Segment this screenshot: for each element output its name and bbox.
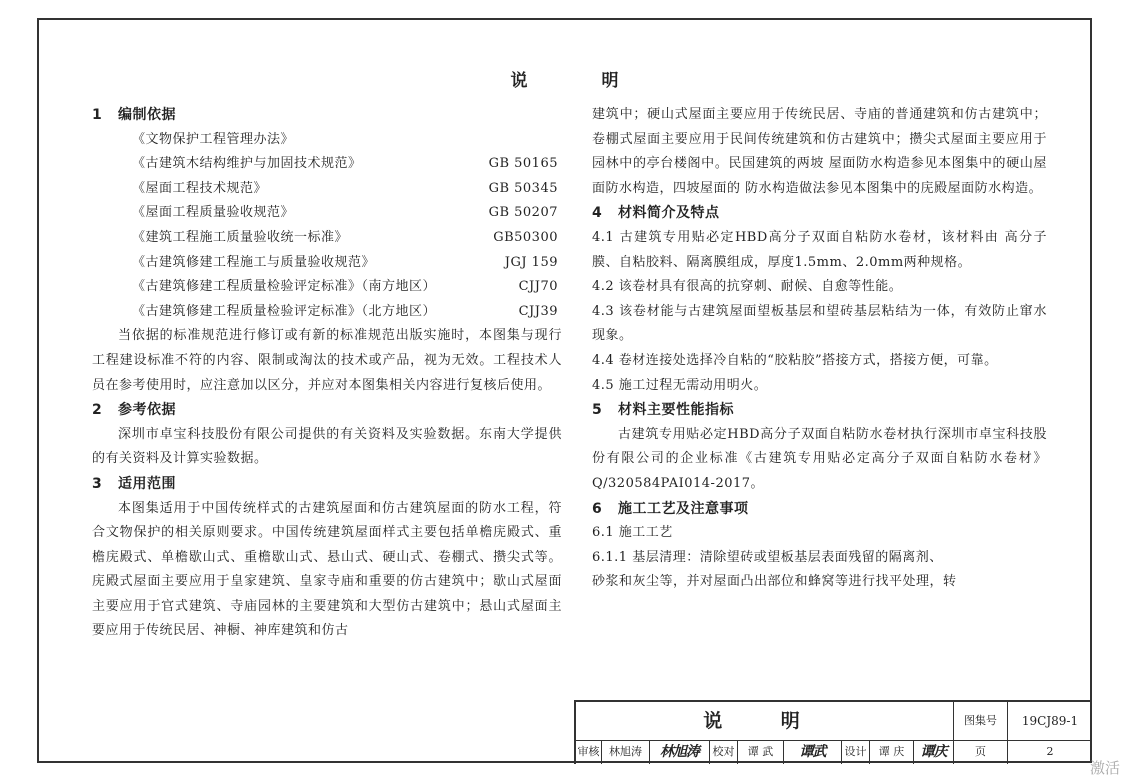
reference-name: 《古建筑木结构维护与加固技术规范》 xyxy=(132,156,362,172)
section-title: 材料简介及特点 xyxy=(618,205,720,222)
section-number: 1 xyxy=(92,107,103,123)
section-heading-3 xyxy=(92,472,562,497)
reference-name: 《屋面工程技术规范》 xyxy=(132,180,268,196)
reference-code: CJJ39 xyxy=(518,303,558,319)
reference-item xyxy=(92,152,562,177)
title-block-row-top xyxy=(576,702,1092,741)
paragraph: 深圳市卓宝科技股份有限公司提供的有关资料及实验数据。东南大学提供的有关资料及计算实验数据。 xyxy=(92,426,562,467)
reference-item xyxy=(92,251,562,276)
section-heading-5 xyxy=(592,398,1047,423)
reference-code: JGJ 159 xyxy=(504,254,558,270)
page-number: 2 xyxy=(1046,745,1054,758)
reference-name: 《古建筑修建工程质量检验评定标准》（南方地区） xyxy=(132,279,437,295)
paragraph: 当依据的标准规范进行修订或有新的标准规范出版实施时，本图集与现行工程建设标准不符的内容、限制或淘汰的技术或产品，视为无效。工程技术人员在参考使用时，应注意加以区分，并应对本图集相关内容进行复核后使用。 xyxy=(92,328,562,393)
section-heading-6 xyxy=(592,497,1047,522)
section-title: 参考依据 xyxy=(118,402,176,419)
reference-code: GB50300 xyxy=(493,229,558,245)
reference-item xyxy=(92,300,562,325)
reference-item xyxy=(92,201,562,226)
check-name: 谭 武 xyxy=(738,740,784,764)
reference-item xyxy=(92,226,562,251)
section-title: 材料主要性能指标 xyxy=(618,402,734,419)
review-signature: 林旭涛 xyxy=(650,740,710,764)
reference-name: 《建筑工程施工质量验收统一标准》 xyxy=(132,229,349,245)
review-label: 审核 xyxy=(576,740,602,764)
reference-code: GB 50345 xyxy=(488,180,558,196)
title-block-row-bottom xyxy=(576,740,1092,764)
reference-code xyxy=(558,128,562,153)
reference-code: GB 50207 xyxy=(488,205,558,221)
reference-name: 《文物保护工程管理办法》 xyxy=(132,131,295,147)
title-block xyxy=(574,700,1092,764)
section-title: 适用范围 xyxy=(118,475,176,492)
list-item: 4.3 该卷材能与古建筑屋面望板基层和望砖基层粘结为一体，有效防止窜水现象。 xyxy=(592,303,1047,344)
drawing-sheet xyxy=(37,18,1092,763)
design-name: 谭 庆 xyxy=(870,740,914,764)
section-number: 6 xyxy=(592,500,603,517)
check-signature: 谭武 xyxy=(784,740,842,764)
list-item: 4.1 古建筑专用贴必定HBD高分子双面自粘防水卷材，该材料由 高分子膜、自粘胶料、隔离膜组成，厚度1.5mm、2.0mm两种规格。 xyxy=(592,229,1047,270)
reference-name: 《屋面工程质量验收规范》 xyxy=(132,205,295,221)
section-heading-2 xyxy=(92,398,562,423)
reference-name: 《古建筑修建工程施工与质量验收规范》 xyxy=(132,254,376,270)
activation-watermark: 激活 xyxy=(1089,759,1120,777)
list-item: 4.2 该卷材具有很高的抗穿刺、耐候、自愈等性能。 xyxy=(592,279,903,295)
list-item: 4.5 施工过程无需动用明火。 xyxy=(592,377,768,393)
section-number: 2 xyxy=(92,402,103,419)
section-title: 施工工艺及注意事项 xyxy=(618,500,749,517)
subsection-title: 6.1 施工工艺 xyxy=(592,525,673,541)
section-title: 编制依据 xyxy=(118,107,176,123)
reference-list xyxy=(92,128,562,325)
left-column xyxy=(92,103,562,644)
design-label: 设计 xyxy=(842,740,870,764)
reference-code: GB 50165 xyxy=(488,156,558,172)
reference-name: 《古建筑修建工程质量检验评定标准》（北方地区） xyxy=(132,303,437,319)
design-signature: 谭庆 xyxy=(914,740,954,764)
paragraph: 本图集适用于中国传统样式的古建筑屋面和仿古建筑屋面的防水工程，符合文物保护的相关原则要求。中国传统建筑屋面样式主要包括单檐庑殿式、重檐庑殿式、单檐歇山式、重檐歇山式、悬山式、硬山式、卷棚式、攒尖式等。庑殿式屋面主要应用于皇家建筑、皇家寺庙和重要的仿古建筑中；歇山式屋面主要应用于官式建筑、寺庙园林的主要建筑和大型仿古建筑中；悬山式屋面主要应用于传统民居、神橱、神库建筑和仿古 xyxy=(92,500,562,639)
list-item: 6.1.1 基层清理：清除望砖或望板基层表面残留的隔离剂、 xyxy=(592,549,943,565)
reference-code: CJJ70 xyxy=(518,279,558,295)
review-name: 林旭涛 xyxy=(602,740,650,764)
page-label: 页 xyxy=(954,740,1008,764)
paragraph: 建筑中；硬山式屋面主要应用于传统民居、寺庙的普通建筑和仿古建筑中；卷棚式屋面主要应用于民间传统建筑和仿古建筑中；攒尖式屋面主要应用于园林中的亭台楼阁中。民国建筑的两坡 屋面防水构造参见本图集中的硬山屋面防水构造，四坡屋面的 防水构造做法参见本图集中的庑殿屋面防水构造。 xyxy=(592,107,1047,196)
atlas-label: 图集号 xyxy=(954,702,1008,740)
paragraph: 古建筑专用贴必定HBD高分子双面自粘防水卷材执行深圳市卓宝科技股份有限公司的企业标准《古建筑专用贴必定高分子双面自粘防水卷材》Q/320584PAI014-2017。 xyxy=(592,426,1047,491)
reference-item xyxy=(92,177,562,202)
section-heading-4 xyxy=(592,201,1047,226)
section-number: 3 xyxy=(92,475,103,492)
right-column xyxy=(592,103,1047,595)
reference-item xyxy=(92,275,562,300)
list-item: 4.4 卷材连接处选择冷自粘的“胶粘胶”搭接方式，搭接方便，可靠。 xyxy=(592,352,998,368)
check-label: 校对 xyxy=(710,740,738,764)
list-item-continued: 砂浆和灰尘等，并对屋面凸出部位和蜂窝等进行找平处理，转 xyxy=(592,574,957,590)
section-number: 4 xyxy=(592,205,603,222)
page-title: 说 明 xyxy=(510,71,653,91)
section-heading-1 xyxy=(92,103,562,128)
title-block-title: 说 明 xyxy=(576,702,954,740)
reference-item xyxy=(92,128,562,153)
section-number: 5 xyxy=(592,402,603,419)
atlas-number: 19CJ89-1 xyxy=(1021,714,1079,728)
